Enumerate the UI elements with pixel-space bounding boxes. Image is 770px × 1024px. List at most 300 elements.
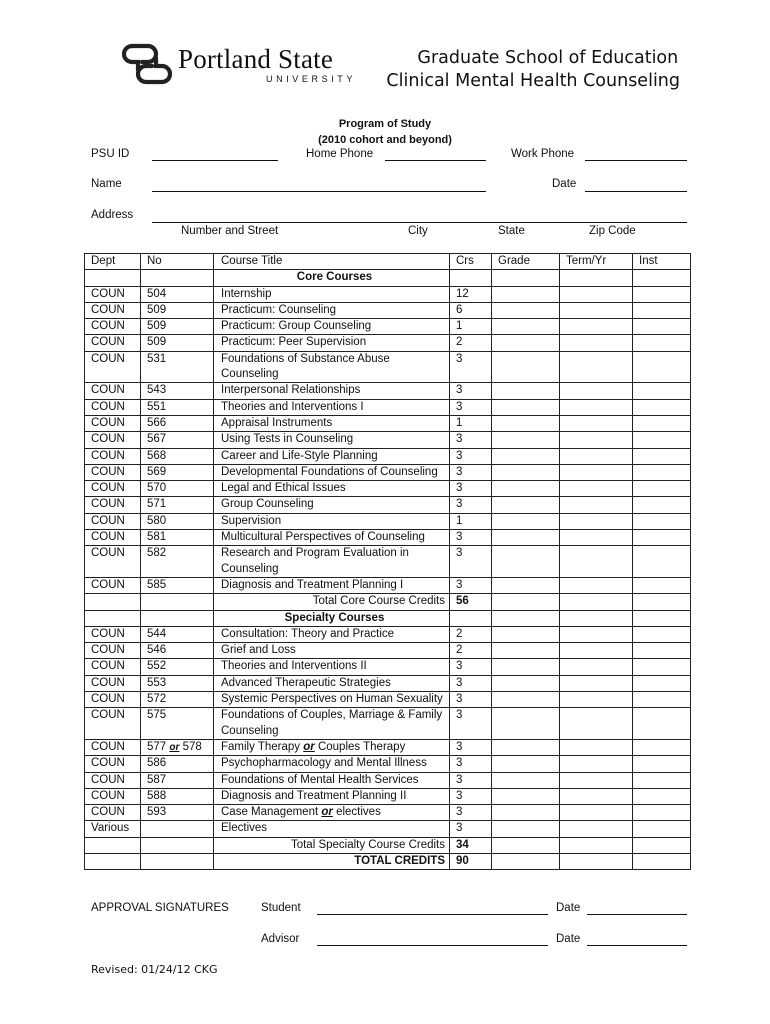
course-number: 570 (141, 481, 214, 497)
term-cell[interactable] (560, 756, 633, 772)
term-cell[interactable] (560, 530, 633, 546)
header-inst: Inst (633, 254, 691, 270)
inst-cell[interactable] (633, 448, 691, 464)
course-number (141, 821, 214, 837)
term-cell[interactable] (560, 659, 633, 675)
home-phone-label: Home Phone (306, 148, 374, 160)
course-row (85, 513, 691, 529)
course-title: Practicum: Counseling (214, 302, 450, 318)
course-credits: 3 (450, 805, 492, 821)
course-number: 546 (141, 643, 214, 659)
course-number: 553 (141, 675, 214, 691)
course-title: Group Counseling (214, 497, 450, 513)
course-row (85, 415, 691, 431)
course-credits: 1 (450, 319, 492, 335)
address-street-label: Number and Street (181, 225, 279, 237)
course-row (85, 351, 691, 383)
course-title: Electives (214, 821, 450, 837)
advisor-signature-field[interactable] (317, 945, 548, 946)
course-title-a: Case Management (221, 806, 319, 819)
home-phone-field[interactable] (385, 160, 486, 161)
course-title: Career and Life-Style Planning (214, 448, 450, 464)
course-dept: COUN (85, 659, 141, 675)
course-row (85, 432, 691, 448)
logo-name: Portland State (178, 43, 334, 74)
grade-cell[interactable] (492, 756, 560, 772)
inst-cell[interactable] (633, 319, 691, 335)
course-number-or: or (169, 741, 180, 753)
term-cell[interactable] (560, 464, 633, 480)
course-row (85, 399, 691, 415)
header-crs: Crs (450, 254, 492, 270)
core-courses-body (85, 286, 691, 594)
course-row (85, 675, 691, 691)
term-cell[interactable] (560, 626, 633, 642)
grade-cell[interactable] (492, 788, 560, 804)
inst-cell[interactable] (633, 464, 691, 480)
course-title-or: or (303, 740, 315, 753)
address-zip-label: Zip Code (589, 225, 636, 237)
course-credits: 3 (450, 692, 492, 708)
term-cell[interactable] (560, 513, 633, 529)
name-field[interactable] (152, 191, 486, 192)
course-title-or: or (321, 806, 333, 819)
course-row (85, 481, 691, 497)
course-row (85, 739, 691, 755)
inst-cell[interactable] (633, 805, 691, 821)
grade-cell[interactable] (492, 675, 560, 691)
course-title: Foundations of Substance Abuse Counseling (214, 351, 450, 383)
course-dept: COUN (85, 286, 141, 302)
specialty-courses-body (85, 626, 691, 837)
course-dept: COUN (85, 805, 141, 821)
specialty-total-value: 34 (450, 837, 492, 853)
course-row (85, 772, 691, 788)
inst-cell[interactable] (633, 643, 691, 659)
course-dept: COUN (85, 415, 141, 431)
course-dept: COUN (85, 675, 141, 691)
course-dept: COUN (85, 383, 141, 399)
course-title-a: Family Therapy (221, 740, 301, 753)
course-dept: COUN (85, 464, 141, 480)
course-row (85, 530, 691, 546)
course-dept: COUN (85, 788, 141, 804)
course-credits: 1 (450, 415, 492, 431)
course-number-b: 578 (182, 740, 202, 753)
course-credits: 3 (450, 739, 492, 755)
term-cell[interactable] (560, 692, 633, 708)
course-row (85, 497, 691, 513)
course-dept: COUN (85, 692, 141, 708)
course-dept: COUN (85, 739, 141, 755)
course-number: 569 (141, 464, 214, 480)
address-state-label: State (498, 225, 525, 237)
course-credits: 3 (450, 497, 492, 513)
course-number: 581 (141, 530, 214, 546)
term-cell[interactable] (560, 432, 633, 448)
inst-cell[interactable] (633, 383, 691, 399)
advisor-signature-label: Advisor (261, 933, 300, 945)
term-cell[interactable] (560, 739, 633, 755)
inst-cell[interactable] (633, 546, 691, 578)
grade-cell[interactable] (492, 805, 560, 821)
course-dept: Various (85, 821, 141, 837)
term-cell[interactable] (560, 302, 633, 318)
term-cell[interactable] (560, 383, 633, 399)
grade-cell[interactable] (492, 626, 560, 642)
inst-cell[interactable] (633, 415, 691, 431)
course-credits: 2 (450, 335, 492, 351)
psu-logo (122, 40, 356, 88)
course-credits: 2 (450, 626, 492, 642)
course-row (85, 788, 691, 804)
address-label: Address (91, 209, 134, 221)
core-total-row (85, 594, 691, 610)
course-row (85, 643, 691, 659)
course-credits: 3 (450, 788, 492, 804)
course-dept: COUN (85, 399, 141, 415)
course-title: Consultation: Theory and Practice (214, 626, 450, 642)
course-credits: 1 (450, 513, 492, 529)
header-dept: Dept (85, 254, 141, 270)
grade-cell[interactable] (492, 464, 560, 480)
course-number: 585 (141, 577, 214, 593)
course-title: Foundations of Mental Health Services (214, 772, 450, 788)
term-cell[interactable] (560, 335, 633, 351)
term-cell[interactable] (560, 577, 633, 593)
course-title-b: Couples Therapy (317, 740, 406, 753)
specialty-heading-row (85, 610, 691, 626)
course-title: Research and Program Evaluation in Counseling (214, 546, 450, 578)
course-number: 544 (141, 626, 214, 642)
grade-cell[interactable] (492, 351, 560, 383)
inst-cell[interactable] (633, 351, 691, 383)
term-cell[interactable] (560, 399, 633, 415)
inst-cell[interactable] (633, 739, 691, 755)
inst-cell[interactable] (633, 481, 691, 497)
course-credits: 12 (450, 286, 492, 302)
grade-cell[interactable] (492, 708, 560, 740)
form-title: Program of Study (338, 118, 432, 130)
course-title: Theories and Interventions II (214, 659, 450, 675)
grade-cell[interactable] (492, 302, 560, 318)
course-credits: 3 (450, 383, 492, 399)
student-signature-label: Student (261, 902, 301, 914)
course-title: Diagnosis and Treatment Planning II (214, 788, 450, 804)
course-title: Legal and Ethical Issues (214, 481, 450, 497)
course-dept: COUN (85, 513, 141, 529)
program-name: Clinical Mental Health Counseling (386, 71, 680, 91)
grade-cell[interactable] (492, 448, 560, 464)
course-dept: COUN (85, 546, 141, 578)
course-title: Psychopharmacology and Mental Illness (214, 756, 450, 772)
course-row (85, 546, 691, 578)
course-number: 551 (141, 399, 214, 415)
course-credits: 3 (450, 772, 492, 788)
grade-cell[interactable] (492, 286, 560, 302)
course-number: 580 (141, 513, 214, 529)
course-number (141, 739, 214, 755)
course-row (85, 805, 691, 821)
course-title: Interpersonal Relationships (214, 383, 450, 399)
course-dept: COUN (85, 319, 141, 335)
course-title: Theories and Interventions I (214, 399, 450, 415)
course-row (85, 448, 691, 464)
header-no: No (141, 254, 214, 270)
course-row (85, 756, 691, 772)
course-dept: COUN (85, 643, 141, 659)
course-dept: COUN (85, 481, 141, 497)
course-title: Using Tests in Counseling (214, 432, 450, 448)
course-number: 582 (141, 546, 214, 578)
course-credits: 3 (450, 399, 492, 415)
course-number: 571 (141, 497, 214, 513)
course-number-a: 577 (147, 740, 167, 753)
course-credits: 3 (450, 448, 492, 464)
course-credits: 3 (450, 546, 492, 578)
course-number: 587 (141, 772, 214, 788)
course-credits: 3 (450, 577, 492, 593)
course-credits: 3 (450, 756, 492, 772)
course-title: Appraisal Instruments (214, 415, 450, 431)
inst-cell[interactable] (633, 756, 691, 772)
student-date-label: Date (556, 902, 581, 914)
course-dept: COUN (85, 772, 141, 788)
course-number: 509 (141, 302, 214, 318)
grade-cell[interactable] (492, 432, 560, 448)
inst-cell[interactable] (633, 626, 691, 642)
inst-cell[interactable] (633, 692, 691, 708)
course-title: Internship (214, 286, 450, 302)
course-dept: COUN (85, 626, 141, 642)
term-cell[interactable] (560, 481, 633, 497)
department-title (386, 47, 680, 93)
course-title: Advanced Therapeutic Strategies (214, 675, 450, 691)
work-phone-field[interactable] (585, 160, 687, 161)
course-title: Systemic Perspectives on Human Sexuality (214, 692, 450, 708)
grade-cell[interactable] (492, 530, 560, 546)
course-title: Practicum: Group Counseling (214, 319, 450, 335)
course-number: 509 (141, 319, 214, 335)
course-number: 504 (141, 286, 214, 302)
term-cell[interactable] (560, 772, 633, 788)
course-row (85, 692, 691, 708)
inst-cell[interactable] (633, 432, 691, 448)
term-cell[interactable] (560, 448, 633, 464)
grade-cell[interactable] (492, 481, 560, 497)
course-number: 586 (141, 756, 214, 772)
course-row (85, 708, 691, 740)
grade-cell[interactable] (492, 577, 560, 593)
grade-cell[interactable] (492, 415, 560, 431)
approval-signatures-label: APPROVAL SIGNATURES (91, 902, 229, 914)
course-row (85, 464, 691, 480)
grade-cell[interactable] (492, 399, 560, 415)
course-title: Developmental Foundations of Counseling (214, 464, 450, 480)
course-row (85, 302, 691, 318)
inst-cell[interactable] (633, 675, 691, 691)
grade-cell[interactable] (492, 513, 560, 529)
inst-cell[interactable] (633, 708, 691, 740)
course-credits: 3 (450, 464, 492, 480)
course-row (85, 577, 691, 593)
term-cell[interactable] (560, 286, 633, 302)
term-cell[interactable] (560, 708, 633, 740)
course-credits: 3 (450, 530, 492, 546)
course-title: Diagnosis and Treatment Planning I (214, 577, 450, 593)
school-name: Graduate School of Education (417, 48, 679, 68)
grade-cell[interactable] (492, 772, 560, 788)
course-dept: COUN (85, 302, 141, 318)
revision-note: Revised: 01/24/12 CKG (91, 963, 218, 976)
logo-subtitle: UNIVERSITY (266, 73, 357, 84)
term-cell[interactable] (560, 319, 633, 335)
course-title: Supervision (214, 513, 450, 529)
course-credits: 3 (450, 481, 492, 497)
course-title: Multicultural Perspectives of Counseling (214, 530, 450, 546)
grade-cell[interactable] (492, 497, 560, 513)
date-label: Date (552, 178, 577, 190)
grand-total-label: TOTAL CREDITS (214, 853, 450, 869)
address-field[interactable] (152, 222, 687, 223)
course-number: 568 (141, 448, 214, 464)
term-cell[interactable] (560, 788, 633, 804)
course-credits: 3 (450, 821, 492, 837)
term-cell[interactable] (560, 497, 633, 513)
core-heading-row (85, 270, 691, 286)
grade-cell[interactable] (492, 383, 560, 399)
date-field[interactable] (585, 191, 687, 192)
course-number: 572 (141, 692, 214, 708)
course-row (85, 383, 691, 399)
course-dept: COUN (85, 497, 141, 513)
course-credits: 3 (450, 675, 492, 691)
grand-total-row (85, 853, 691, 869)
grade-cell[interactable] (492, 821, 560, 837)
course-dept: COUN (85, 708, 141, 740)
course-dept: COUN (85, 432, 141, 448)
grade-cell[interactable] (492, 739, 560, 755)
course-number: 567 (141, 432, 214, 448)
program-of-study-table (84, 253, 691, 870)
course-credits: 2 (450, 643, 492, 659)
course-number: 531 (141, 351, 214, 383)
course-dept: COUN (85, 530, 141, 546)
name-label: Name (91, 178, 122, 190)
course-dept: COUN (85, 577, 141, 593)
term-cell[interactable] (560, 415, 633, 431)
inst-cell[interactable] (633, 821, 691, 837)
grand-total-value: 90 (450, 853, 492, 869)
course-credits: 3 (450, 659, 492, 675)
grade-cell[interactable] (492, 546, 560, 578)
course-dept: COUN (85, 756, 141, 772)
inst-cell[interactable] (633, 302, 691, 318)
advisor-date-field[interactable] (587, 945, 687, 946)
course-title (214, 739, 450, 755)
specialty-total-label: Total Specialty Course Credits (214, 837, 450, 853)
course-number: 575 (141, 708, 214, 740)
course-credits: 3 (450, 432, 492, 448)
course-row (85, 626, 691, 642)
grade-cell[interactable] (492, 659, 560, 675)
course-title: Foundations of Couples, Marriage & Family Counseling (214, 708, 450, 740)
term-cell[interactable] (560, 805, 633, 821)
psu-id-label: PSU ID (91, 148, 130, 160)
student-signature-field[interactable] (317, 914, 548, 915)
course-row (85, 821, 691, 837)
course-number: 552 (141, 659, 214, 675)
table-header-row (85, 254, 691, 270)
course-number: 543 (141, 383, 214, 399)
form-subtitle: (2010 cohort and beyond) (318, 134, 452, 146)
inst-cell[interactable] (633, 286, 691, 302)
term-cell[interactable] (560, 675, 633, 691)
course-number: 566 (141, 415, 214, 431)
specialty-total-row (85, 837, 691, 853)
course-number: 593 (141, 805, 214, 821)
inst-cell[interactable] (633, 335, 691, 351)
course-dept: COUN (85, 351, 141, 383)
grade-cell[interactable] (492, 335, 560, 351)
inst-cell[interactable] (633, 399, 691, 415)
course-number: 588 (141, 788, 214, 804)
work-phone-label: Work Phone (511, 148, 575, 160)
address-city-label: City (408, 225, 428, 237)
course-dept: COUN (85, 335, 141, 351)
inst-cell[interactable] (633, 497, 691, 513)
term-cell[interactable] (560, 351, 633, 383)
course-credits: 6 (450, 302, 492, 318)
course-row (85, 335, 691, 351)
inst-cell[interactable] (633, 530, 691, 546)
inst-cell[interactable] (633, 577, 691, 593)
core-courses-heading: Core Courses (214, 270, 450, 286)
grade-cell[interactable] (492, 319, 560, 335)
course-credits: 3 (450, 708, 492, 740)
core-total-value: 56 (450, 594, 492, 610)
inst-cell[interactable] (633, 659, 691, 675)
header-grade: Grade (492, 254, 560, 270)
grade-cell[interactable] (492, 692, 560, 708)
course-row (85, 659, 691, 675)
header-term: Term/Yr (560, 254, 633, 270)
course-title-b: electives (336, 806, 381, 819)
inst-cell[interactable] (633, 772, 691, 788)
course-row (85, 319, 691, 335)
advisor-date-label: Date (556, 933, 581, 945)
term-cell[interactable] (560, 546, 633, 578)
core-total-label: Total Core Course Credits (214, 594, 450, 610)
header-course-title: Course Title (214, 254, 450, 270)
inst-cell[interactable] (633, 513, 691, 529)
course-title: Practicum: Peer Supervision (214, 335, 450, 351)
course-credits: 3 (450, 351, 492, 383)
term-cell[interactable] (560, 643, 633, 659)
inst-cell[interactable] (633, 788, 691, 804)
course-title: Grief and Loss (214, 643, 450, 659)
term-cell[interactable] (560, 821, 633, 837)
psu-logo-mark-icon (122, 40, 172, 88)
student-date-field[interactable] (587, 914, 687, 915)
course-dept: COUN (85, 448, 141, 464)
specialty-courses-heading: Specialty Courses (214, 610, 450, 626)
course-row (85, 286, 691, 302)
course-title (214, 805, 450, 821)
grade-cell[interactable] (492, 643, 560, 659)
course-number: 509 (141, 335, 214, 351)
psu-id-field[interactable] (152, 160, 278, 161)
